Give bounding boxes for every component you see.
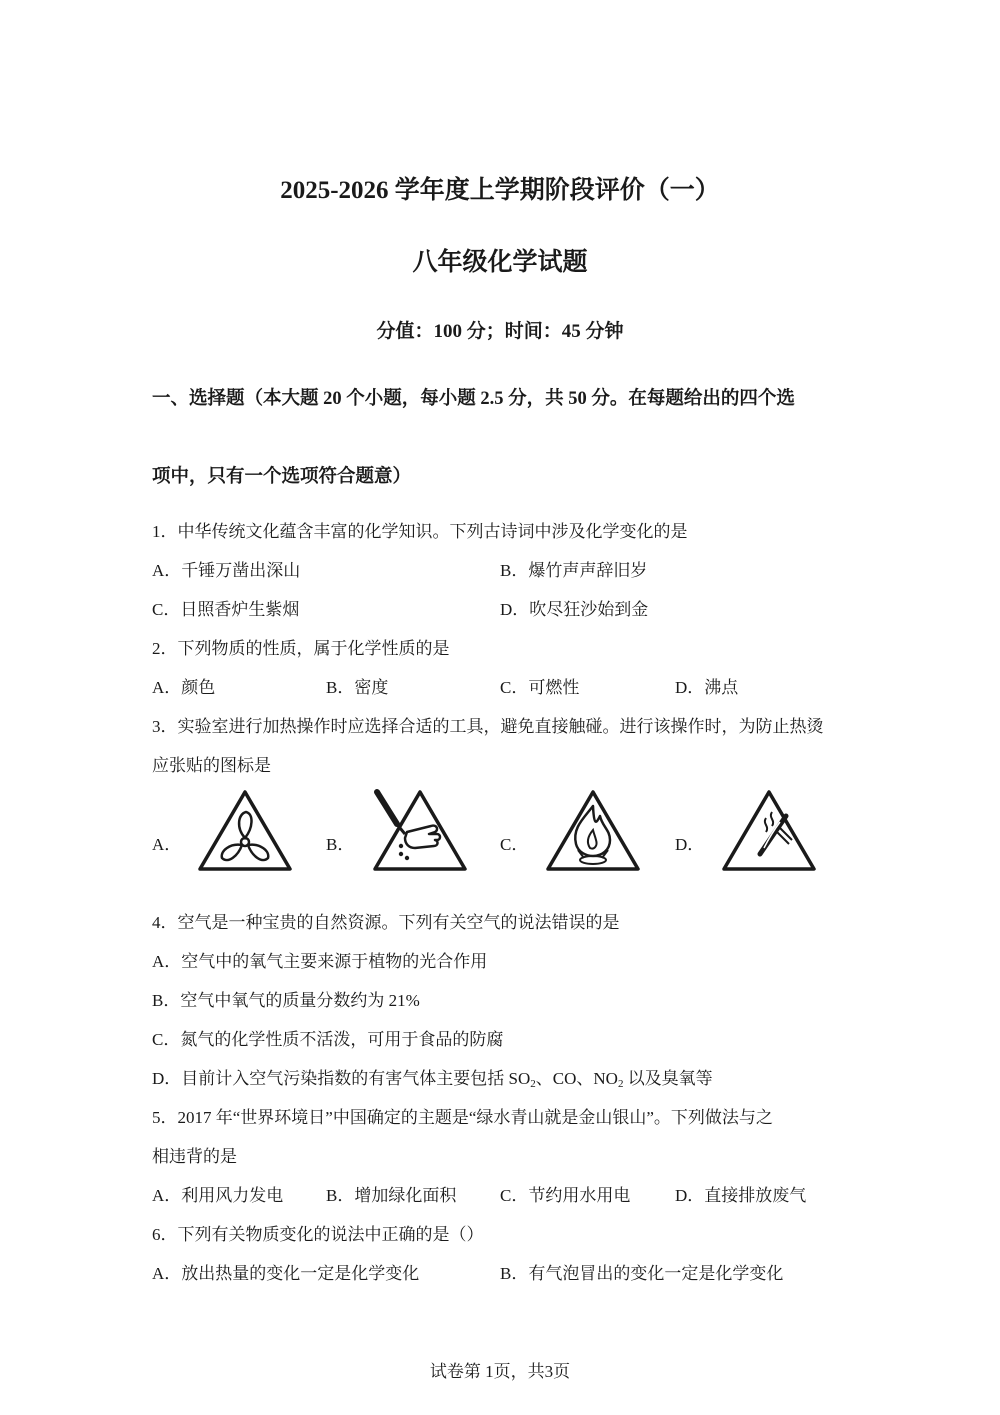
q4d-suffix: 以及臭氧等	[623, 1069, 713, 1088]
fan-hazard-icon	[196, 788, 294, 874]
exam-subtitle: 八年级化学试题	[412, 249, 588, 276]
question-5-option-b: B．增加绿化面积	[326, 1186, 457, 1205]
question-3-option-d: D．	[675, 835, 705, 854]
question-2-option-b: B．密度	[326, 678, 389, 697]
question-2-option-a: A．颜色	[152, 678, 216, 697]
question-5-option-a: A．利用风力发电	[152, 1186, 284, 1205]
question-3-option-a: A．	[152, 835, 182, 854]
question-6-option-a: A．放出热量的变化一定是化学变化	[152, 1264, 420, 1283]
question-5-stem-line2: 相违背的是	[152, 1147, 237, 1166]
question-3-option-b: B．	[326, 835, 355, 854]
question-5-option-c: C．节约用水用电	[500, 1186, 631, 1205]
corrosive-hand-hazard-icon	[371, 788, 469, 874]
question-5-stem-line1: 5．2017 年“世界环境日”中国确定的主题是“绿水青山就是金山银山”。下列做法与之	[152, 1108, 773, 1127]
question-3-stem-line1: 3．实验室进行加热操作时应选择合适的工具，避免直接触碰。进行该操作时，为防止热烫	[152, 717, 824, 736]
section-heading-line2: 项中，只有一个选项符合题意）	[152, 467, 412, 487]
question-6-stem: 6．下列有关物质变化的说法中正确的是（）	[152, 1225, 484, 1244]
score-time: 分值：100 分；时间：45 分钟	[376, 321, 624, 342]
fire-hazard-icon	[544, 788, 642, 874]
question-2-option-c: C．可燃性	[500, 678, 580, 697]
question-1-stem: 1．中华传统文化蕴含丰富的化学知识。下列古诗词中涉及化学变化的是	[152, 522, 688, 541]
q4d-sub2: 2	[617, 1078, 624, 1090]
question-1-option-b: B．爆竹声声辞旧岁	[500, 561, 648, 580]
exam-title: 2025-2026 学年度上学期阶段评价（一）	[280, 177, 720, 204]
question-1-option-c: C．日照香炉生紫烟	[152, 600, 300, 619]
page-footer: 试卷第 1页，共3页	[429, 1362, 571, 1381]
question-4-stem: 4．空气是一种宝贵的自然资源。下列有关空气的说法错误的是	[152, 913, 620, 932]
q4d-mid: 、CO、NO	[535, 1069, 618, 1088]
question-4-option-d	[152, 1064, 713, 1090]
question-3-option-c: C．	[500, 835, 529, 854]
hot-tube-hazard-icon	[720, 788, 818, 874]
question-4-option-b: B．空气中氧气的质量分数约为 21%	[152, 991, 420, 1010]
question-4-option-a: A．空气中的氧气主要来源于植物的光合作用	[152, 952, 488, 971]
question-3-stem-line2: 应张贴的图标是	[152, 756, 271, 775]
q4d-sub1: 2	[530, 1078, 536, 1090]
question-6-option-b: B．有气泡冒出的变化一定是化学变化	[500, 1264, 784, 1283]
question-1-option-d: D．吹尽狂沙始到金	[500, 600, 649, 619]
section-heading-line1: 一、选择题（本大题 20 个小题，每小题 2.5 分，共 50 分。在每题给出的四个选	[152, 389, 795, 409]
q4d-prefix: D．目前计入空气污染指数的有害气体主要包括 SO	[152, 1069, 531, 1088]
question-5-option-d: D．直接排放废气	[675, 1186, 807, 1205]
question-1-option-a: A．千锤万凿出深山	[152, 561, 301, 580]
question-4-option-c: C．氮气的化学性质不活泼，可用于食品的防腐	[152, 1030, 504, 1049]
question-2-option-d: D．沸点	[675, 678, 739, 697]
question-2-stem: 2．下列物质的性质，属于化学性质的是	[152, 639, 450, 658]
